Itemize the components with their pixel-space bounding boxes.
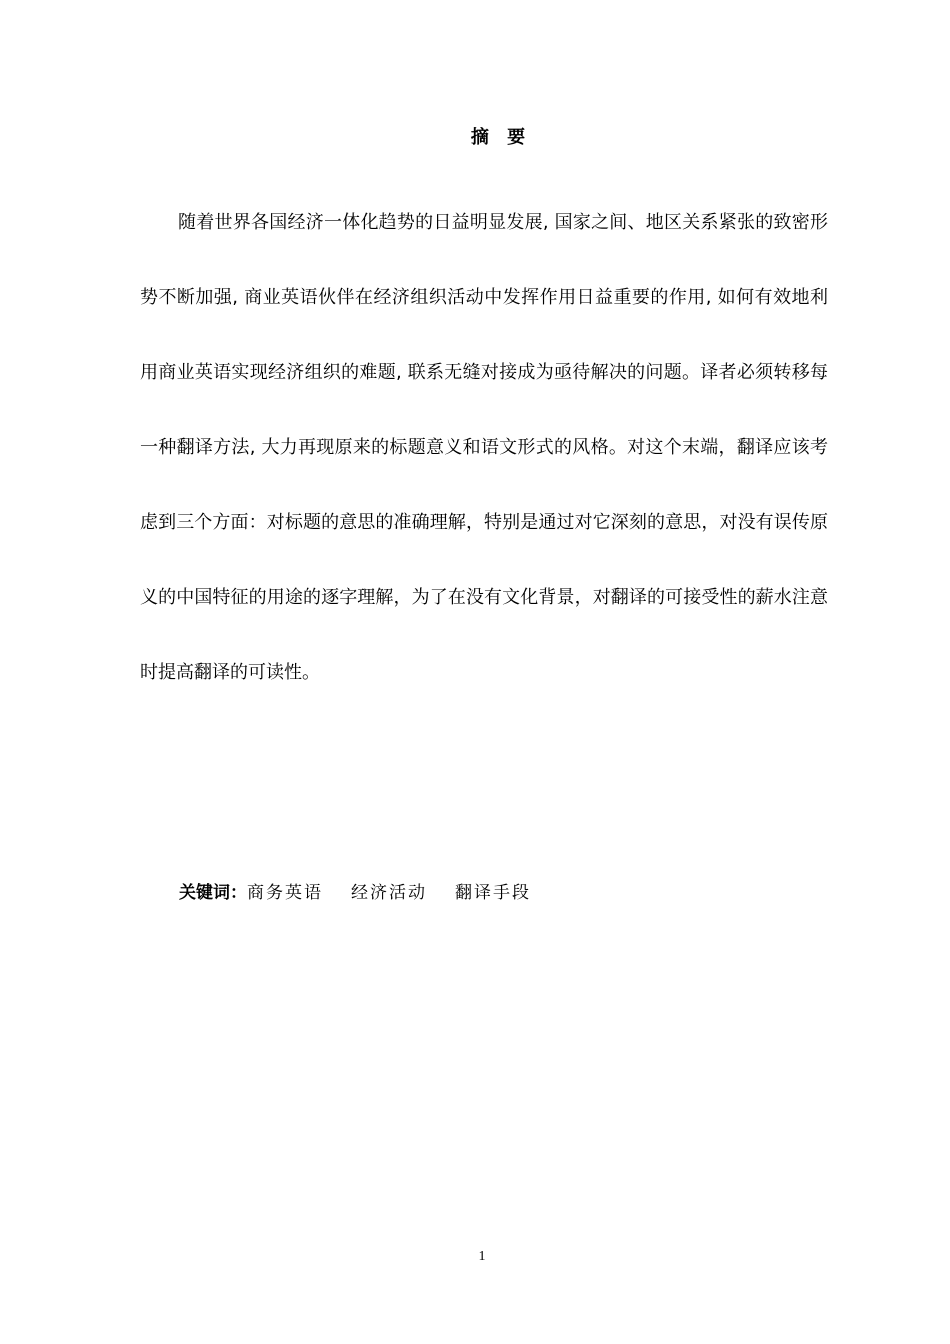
- page-number: 1: [478, 1249, 486, 1264]
- keyword-item: 商务英语: [247, 883, 323, 903]
- page-title: 摘 要: [470, 127, 532, 148]
- abstract-paragraph: 随着世界各国经济一体化趋势的日益明显发展, 国家之间、地区关系紧张的致密形势不断加强, 商业英语伙伴在经济组织活动中发挥作用日益重要的作用, 如何有效地利用商业英语实现经济组织的难题, 联系无缝对接成为亟待解决的问题。译者必须转移每一种翻译方法, 大力再现原来的标题意义和语文形式的风格。对这个末端，翻译应该考虑到三个方面：对标题的意思的准确理解，特别是通过对它深刻的意思，对没有误传原义的中国特征的用途的逐字理解，为了在没有文化背景，对翻译的可接受性的薪水注意时提高翻译的可读性。: [140, 212, 828, 683]
- keywords-line: [179, 880, 531, 906]
- keyword-item: 经济活动: [351, 883, 427, 903]
- keyword-item: 翻译手段: [455, 883, 531, 903]
- keywords-label: 关键词：: [179, 883, 247, 903]
